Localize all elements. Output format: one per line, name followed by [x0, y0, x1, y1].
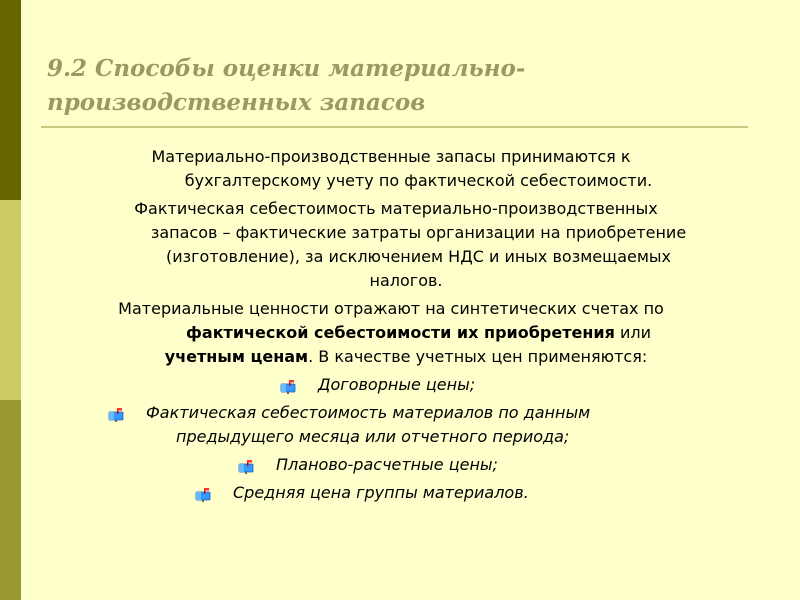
bullet-2-line-1: Фактическая себестоимость материалов по данным	[146, 403, 591, 422]
mailbox-icon	[194, 488, 212, 502]
title-underline	[41, 126, 748, 128]
paragraph-3-line-3	[56, 345, 756, 369]
sidebar-stripe	[0, 0, 21, 600]
bullet-3-text: Планово-расчетные цены;	[276, 455, 498, 474]
paragraph-2-line-4: налогов.	[369, 271, 443, 290]
sidebar-segment-dark	[0, 0, 21, 200]
paragraph-2-line-2: запасов – фактические затраты организации на приобретение	[150, 223, 687, 242]
paragraph-1-line-1: Материально-производственные запасы принимаются к	[151, 147, 631, 166]
bullet-2-line-2: предыдущего месяца или отчетного периода;	[176, 427, 570, 446]
paragraph-1	[56, 145, 756, 193]
sidebar-segment-mid	[0, 400, 21, 600]
paragraph-3-mid: или	[614, 323, 651, 342]
paragraph-3-line-1: Материальные ценности отражают на синтетических счетах по	[118, 299, 664, 318]
paragraph-3-end: . В качестве учетных цен применяются:	[308, 347, 648, 366]
bullet-4-text: Средняя цена группы материалов.	[233, 483, 529, 502]
paragraph-3	[56, 297, 756, 369]
paragraph-3-line-2	[81, 321, 756, 345]
paragraph-2-line-3: (изготовление), за исключением НДС и иных возмещаемых	[165, 247, 672, 266]
mailbox-icon	[107, 408, 125, 422]
sidebar-segment-light	[0, 200, 21, 400]
mailbox-icon	[237, 460, 255, 474]
bullet-1-text: Договорные цены;	[318, 375, 476, 394]
paragraph-2	[56, 197, 756, 293]
paragraph-3-bold-2: учетным ценам	[164, 347, 309, 366]
paragraph-3-bold-1: фактической себестоимости их приобретения	[186, 323, 615, 342]
mailbox-icon	[279, 380, 297, 394]
slide-title: 9.2 Способы оценки материально-производственных запасов	[47, 55, 526, 116]
paragraph-1-line-2: бухгалтерскому учету по фактической себестоимости.	[184, 171, 653, 190]
paragraph-2-line-1: Фактическая себестоимость материально-производственных	[134, 199, 658, 218]
